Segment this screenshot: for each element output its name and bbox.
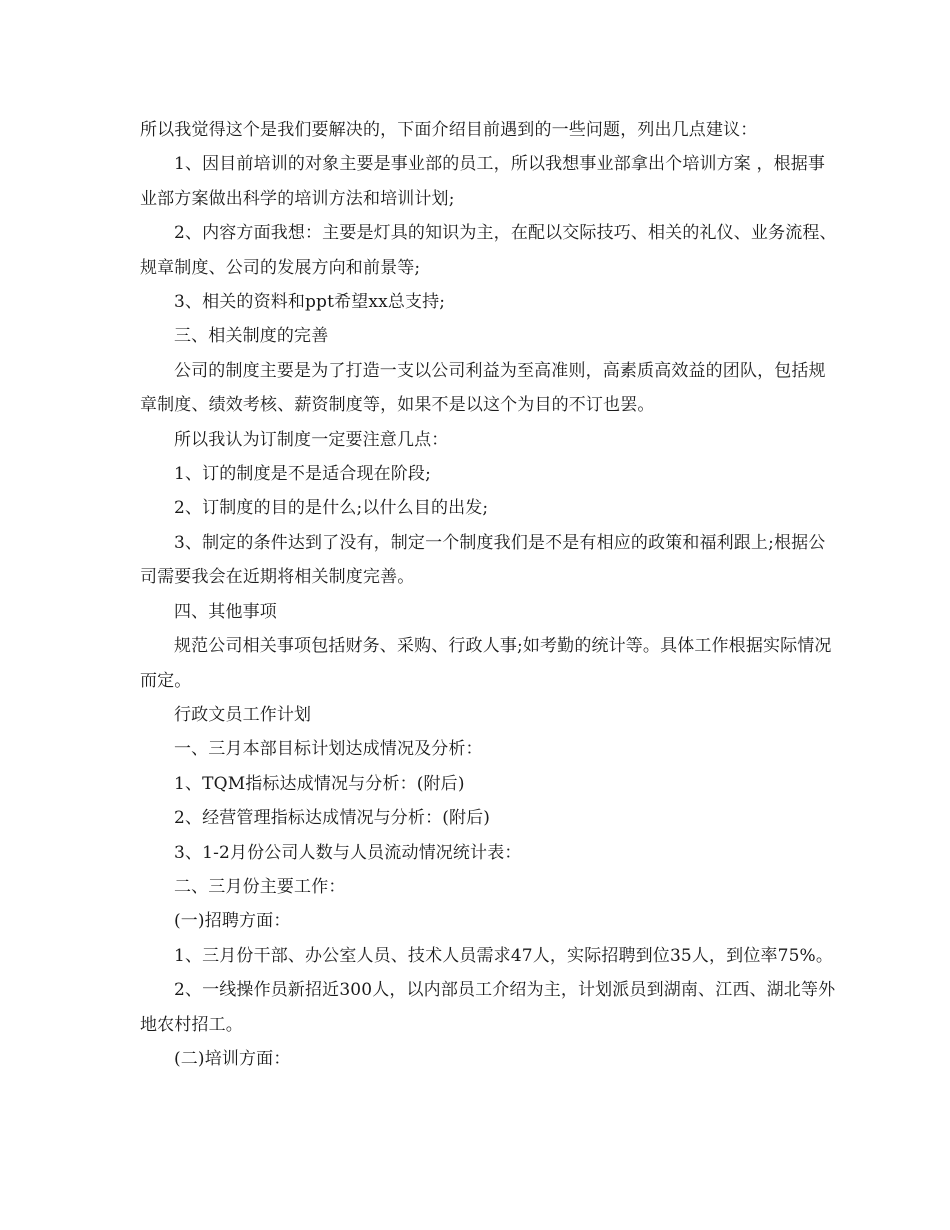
paragraph-training-2: 2、内容方面我想：主要是灯具的知识为主，在配以交际技巧、相关的礼仪、业务流程、规章制度、公司的发展方向和前景等; — [140, 223, 837, 278]
section-heading-system: 三、相关制度的完善 — [174, 326, 329, 347]
paragraph-other: 规范公司相关事项包括财务、采购、行政人事;如考勤的统计等。具体工作根据实际情况而定。 — [140, 636, 832, 691]
paragraph-system-3: 3、制定的条件达到了没有，制定一个制度我们是不是有相应的政策和福利跟上;根据公司需要我会在近期将相关制度完善。 — [140, 532, 826, 588]
paragraph-recruitment-1: 1、三月份干部、办公室人员、技术人员需求47人，实际招聘到位35人，到位率75%。 — [174, 945, 834, 966]
paragraph-system-1: 1、订的制度是不是适合现在阶段; — [174, 464, 431, 485]
paragraph-system-2: 2、订制度的目的是什么;以什么目的出发; — [174, 498, 489, 519]
paragraph-recruitment-2: 2、一线操作员新招近300人，以内部员工介绍为主，计划派员到湖南、江西、湖北等外地农村招工。 — [140, 980, 836, 1035]
subheading-recruitment: (一)招聘方面： — [174, 911, 291, 932]
paragraph-system-notes: 所以我认为订制度一定要注意几点： — [174, 429, 449, 450]
section-heading-march-work: 二、三月份主要工作： — [174, 876, 346, 897]
section-heading-march-goals: 一、三月本部目标计划达成情况及分析： — [174, 739, 483, 760]
paragraph-goals-1: 1、TQM指标达成情况与分析：(附后) — [174, 773, 465, 794]
document-body — [140, 113, 840, 1076]
paragraph-goals-3: 3、1-2月份公司人数与人员流动情况统计表： — [174, 842, 522, 863]
section-heading-other: 四、其他事项 — [174, 601, 277, 622]
paragraph-training-3: 3、相关的资料和ppt希望xx总支持; — [174, 292, 446, 313]
paragraph-training-1: 1、因目前培训的对象主要是事业部的员工，所以我想事业部拿出个培训方案 ，根据事业部方案做出科学的培训方法和培训计划; — [140, 154, 826, 209]
paragraph-intro: 所以我觉得这个是我们要解决的，下面介绍目前遇到的一些问题，列出几点建议： — [140, 120, 758, 140]
paragraph-system-purpose: 公司的制度主要是为了打造一支以公司利益为至高准则，高素质高效益的团队，包括规章制度、绩效考核、薪资制度等，如果不是以这个为目的不订也罢。 — [140, 360, 826, 416]
subheading-training: (二)培训方面： — [174, 1048, 291, 1069]
paragraph-goals-2: 2、经营管理指标达成情况与分析：(附后) — [174, 808, 491, 829]
document-title-plan: 行政文员工作计划 — [174, 704, 312, 725]
